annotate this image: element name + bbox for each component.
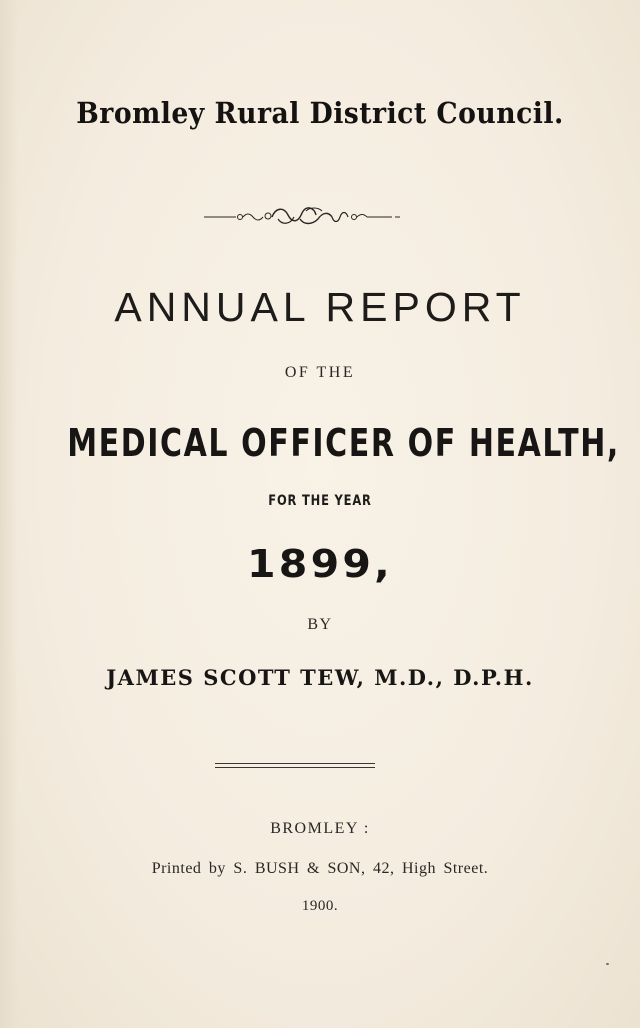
report-title: ANNUAL REPORT: [114, 284, 526, 330]
printer-imprint: Printed by S. BUSH & SON, 42, High Street.: [151, 860, 489, 877]
office-title: MEDICAL OFFICER OF HEALTH,: [67, 421, 620, 465]
council-name-heading: Bromley Rural District Council.: [76, 96, 564, 130]
for-the-year-line: FOR THE YEAR: [268, 493, 372, 509]
divider-rule-top: [215, 763, 375, 764]
divider-rule-bottom: [215, 767, 375, 768]
paper-speck: [606, 963, 609, 965]
author-name: JAMES SCOTT TEW, M.D., D.P.H.: [106, 665, 534, 690]
by-line: BY: [307, 616, 333, 633]
of-the-line: OF THE: [284, 364, 356, 381]
floral-scroll-ornament-icon: [204, 205, 400, 227]
report-year: 1899,: [246, 542, 394, 586]
publication-year: 1900.: [301, 898, 339, 914]
publication-place: BROMLEY :: [270, 820, 370, 837]
